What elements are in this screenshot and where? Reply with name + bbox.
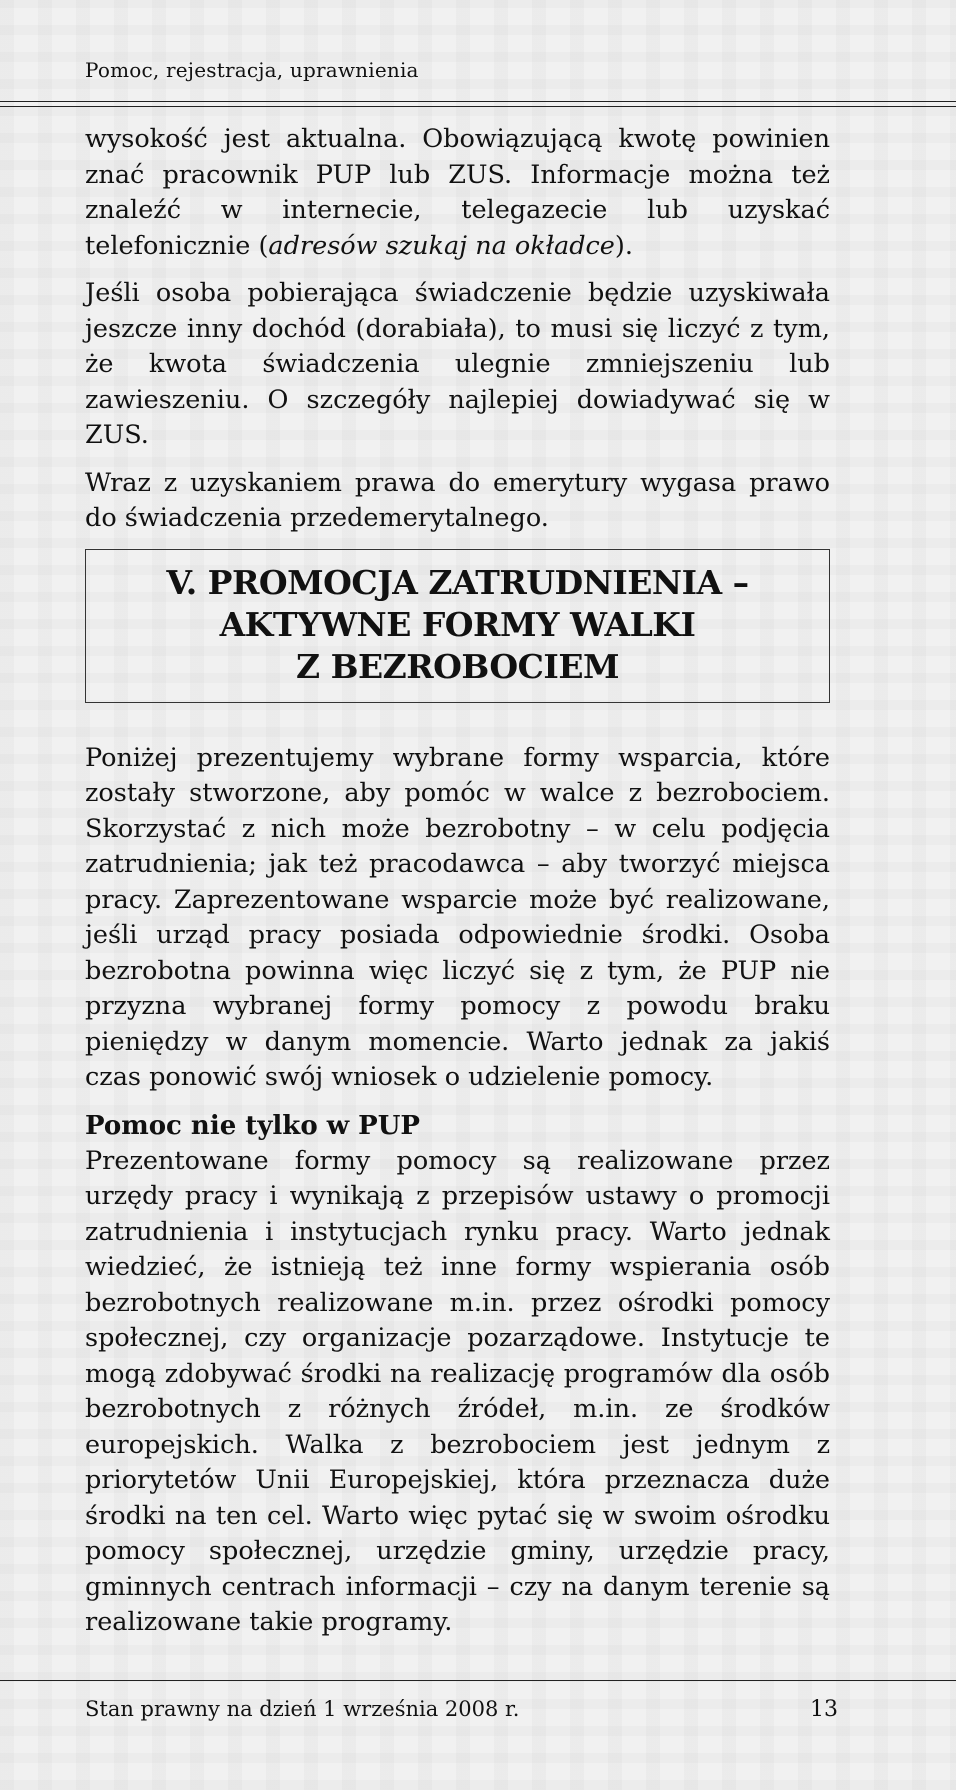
footer-legal-status: Stan prawny na dzień 1 września 2008 r. <box>85 1697 520 1721</box>
paragraph-text: wysokość jest aktualna. Obowiązującą kwotę powinien znać pracownik PUP lub ZUS. Informacje można też znaleźć w internecie, telegazecie lub uzyskać telefonicznie ( <box>85 124 830 261</box>
paragraph-benefit-amount <box>85 122 830 264</box>
paragraph-text-end: ). <box>614 230 633 261</box>
italic-note: adresów szukaj na okładce <box>268 230 615 261</box>
paragraph-other-institutions: Prezentowane formy pomocy są realizowane przez urzędy pracy i wynikają z przepisów ustawy o promocji zatrudnienia i instytucjach rynku pracy. Warto jednak wiedzieć, że istnieją też inne formy wspierania osób bezrobotnych realizowane m.in. przez ośrodki pomocy społecznej, czy organizacje pozarządowe. Instytucje te mogą zdobywać środki na realizację programów dla osób bezrobotnych z różnych źródeł, m.in. ze środków europejskich. Walka z bezrobociem jest jednym z priorytetów Unii Europejskiej, która przeznacza duże środki na ten cel. Warto więc pytać się w swoim ośrodku pomocy społecznej, urzędzie gminy, urzędzie pracy, gminnych centrach informacji – czy na danym terenie są realizowane takie programy. <box>85 1145 830 1637</box>
page-content <box>85 122 830 1653</box>
header-rule-top <box>0 101 956 102</box>
chapter-title-box <box>85 549 830 703</box>
section-subheading: Pomoc nie tylko w PUP <box>85 1110 420 1141</box>
running-header: Pomoc, rejestracja, uprawnienia <box>85 58 419 82</box>
header-rule-bottom <box>0 106 956 107</box>
chapter-title-line-1: V. PROMOCJA ZATRUDNIENIA – <box>166 562 749 602</box>
paragraph-pension-right: Wraz z uzyskaniem prawa do emerytury wygasa prawo do świadczenia przedemerytalnego. <box>85 467 830 533</box>
page-number: 13 <box>810 1697 838 1722</box>
chapter-title-line-2: AKTYWNE FORMY WALKI <box>219 604 696 644</box>
footer-rule <box>0 1680 956 1681</box>
paragraph-support-forms: Poniżej prezentujemy wybrane formy wsparcia, które zostały stworzone, aby pomóc w walce z bezrobociem. Skorzystać z nich może bezrobotny – w celu podjęcia zatrudnienia; jak też pracodawca – aby tworzyć miejsca pracy. Zaprezentowane wsparcie może być realizowane, jeśli urząd pracy posiada odpowiednie środki. Osoba bezrobotna powinna więc liczyć się z tym, że PUP nie przyzna wybranej formy pomocy z powodu braku pieniędzy w danym momencie. Warto jednak za jakiś czas ponowić swój wniosek o udzielenie pomocy. <box>85 742 830 1092</box>
paragraph-additional-income: Jeśli osoba pobierająca świadczenie będzie uzyskiwała jeszcze inny dochód (dorabiała), to musi się liczyć z tym, że kwota świadczenia ulegnie zmniejszeniu lub zawieszeniu. O szczegóły najlepiej dowiadywać się w ZUS. <box>85 278 830 450</box>
chapter-title-line-3: Z BEZROBOCIEM <box>295 646 620 686</box>
